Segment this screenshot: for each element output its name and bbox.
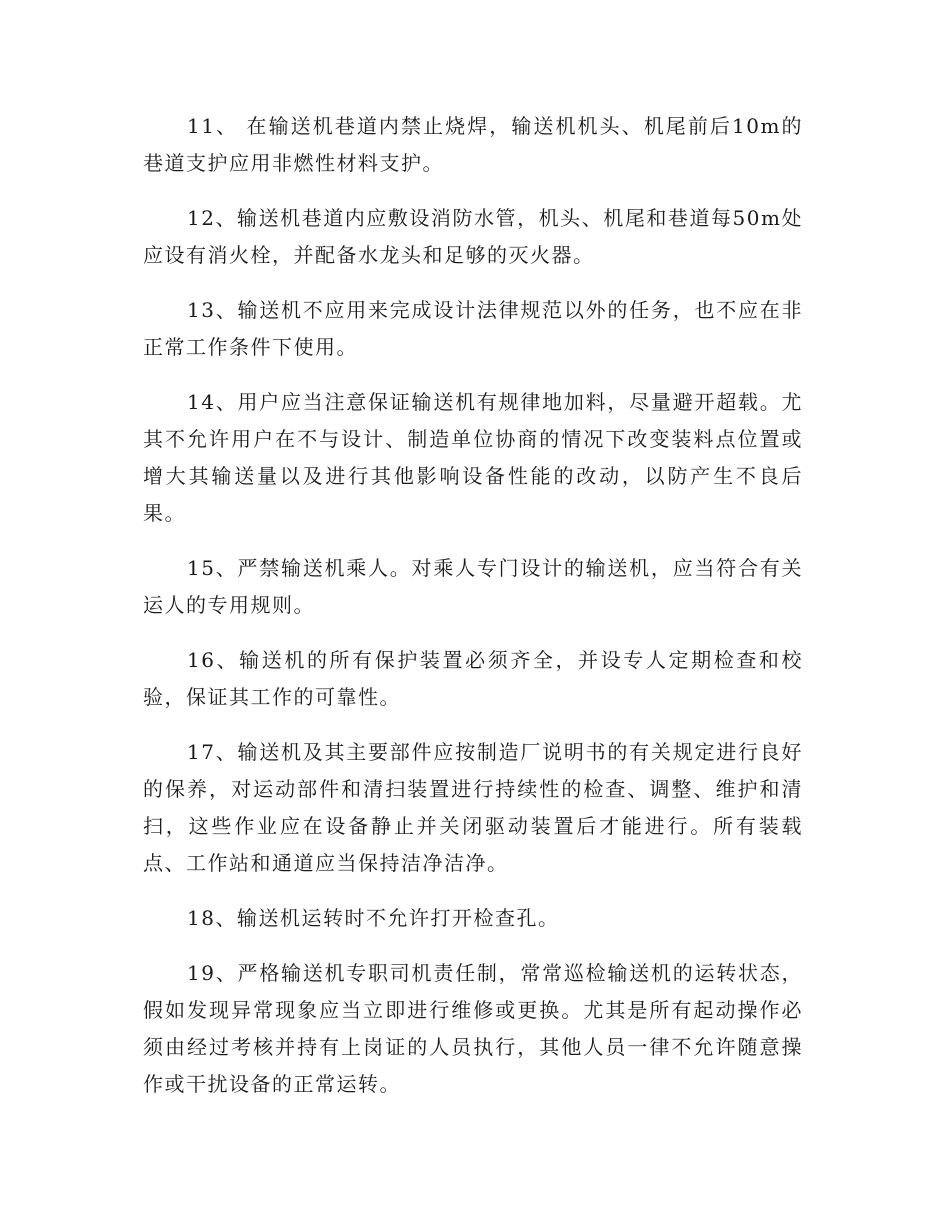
paragraph-12: 12、输送机巷道内应敷设消防水管，机头、机尾和巷道每50m处应设有消火栓，并配备水龙头和足够的灭火器。 (143, 206, 803, 267)
paragraph-15: 15、严禁输送机乘人。对乘人专门设计的输送机，应当符合有关运人的专用规则。 (143, 556, 803, 617)
paragraph-18: 18、输送机运转时不允许打开检查孔。 (187, 906, 560, 930)
paragraph-17: 17、输送机及其主要部件应按制造厂说明书的有关规定进行良好的保养，对运动部件和清扫装置进行持续性的检查、调整、维护和清扫，这些作业应在设备静止并关闭驱动装置后才能进行。所有装载点、工作站和通道应当保持洁净洁净。 (143, 740, 803, 875)
paragraph-19: 19、严格输送机专职司机责任制，常常巡检输送机的运转状态，假如发现异常现象应当立即进行维修或更换。尤其是所有起动操作必须由经过考核并持有上岗证的人员执行，其他人员一律不允许随意操作或干扰设备的正常运转。 (143, 961, 803, 1096)
paragraph-16: 16、输送机的所有保护装置必须齐全，并设专人定期检查和校验，保证其工作的可靠性。 (143, 648, 803, 709)
paragraph-11: 11、 在输送机巷道内禁止烧焊，输送机机头、机尾前后10m的巷道支护应用非燃性材料支护。 (143, 114, 803, 175)
document-body (143, 108, 803, 1121)
paragraph-14: 14、用户应当注意保证输送机有规律地加料，尽量避开超载。尤其不允许用户在不与设计、制造单位协商的情况下改变装料点位置或增大其输送量以及进行其他影响设备性能的改动，以防产生不良后果。 (143, 390, 803, 525)
paragraph-13: 13、输送机不应用来完成设计法律规范以外的任务，也不应在非正常工作条件下使用。 (143, 298, 803, 359)
